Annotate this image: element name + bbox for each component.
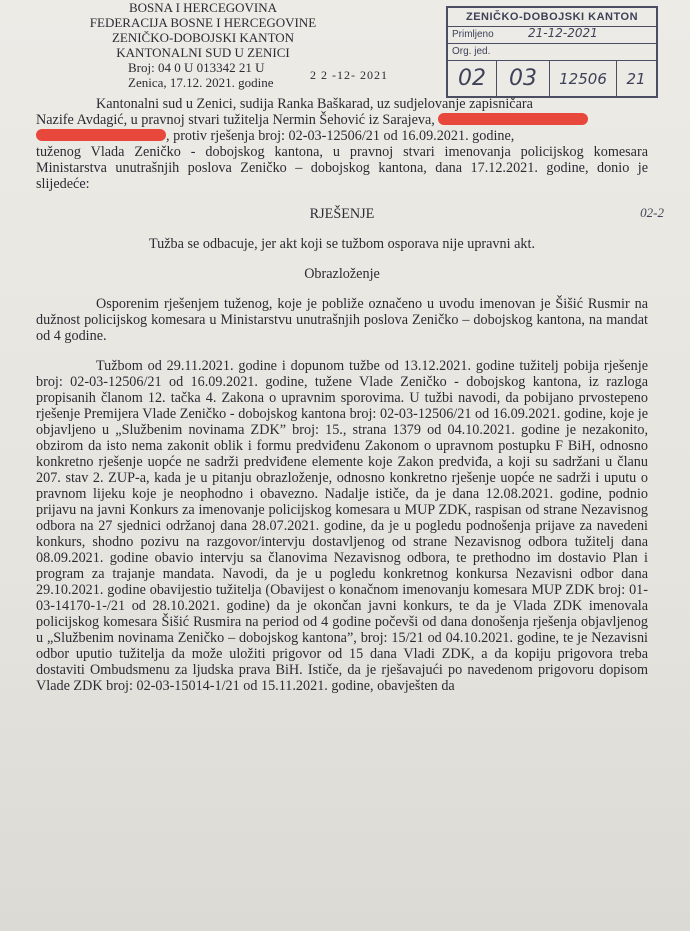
reasoning-paragraph: Osporenim rješenjem tuženog, koje je pobliže označeno u uvodu imenovan je Šišić Rusmir na dužnost policijskog komesara u Ministarstvu unutrašnjih poslova Zeničko – dobojskog kantona, na mandat od 4 godine.	[36, 296, 648, 344]
header-line: BOSNA I HERCEGOVINA	[128, 0, 278, 15]
stamp-title: ZENIČKO-DOBOJSKI KANTON	[448, 8, 656, 27]
redaction-mark	[36, 129, 166, 141]
stamp-received-label: Primljeno	[452, 29, 494, 40]
decision-heading: RJEŠENJE	[309, 206, 375, 222]
header-line: ZENIČKO-DOBOJSKI KANTON	[111, 30, 295, 45]
stamp-number	[448, 61, 656, 96]
stamp-org-row	[448, 44, 656, 61]
handwritten-margin-note: 02-2	[640, 205, 664, 220]
reasoning-heading: Obrazloženje	[304, 266, 380, 282]
stamp-received-row	[448, 27, 656, 44]
intro-text: tuženog Vlada Zeničko - dobojskog kantona, u pravnoj stvari imenovanja policijskog komesara Ministarstva unutrašnjih poslova Zeničko – dobojskog kantona, dana 17.12.2021. godine, donio je slijedeće:	[36, 144, 648, 192]
stamp-number-part: 03	[497, 61, 550, 96]
stamp-number-part: 12506	[550, 61, 617, 96]
place-date: Zenica, 17.12. 2021. godine	[128, 75, 274, 90]
document-body	[36, 96, 648, 694]
court-header	[58, 0, 348, 90]
header-line: FEDERACIJA BOSNE I HERCEGOVINE	[89, 15, 317, 30]
registry-stamp	[446, 6, 658, 98]
intro-line: , protiv rješenja broj: 02-03-12506/21 od 16.09.2021. godine,	[166, 128, 515, 144]
decision-text: Tužba se odbacuje, jer akt koji se tužbom osporava nije upravni akt.	[149, 236, 535, 252]
stamp-org-label: Org. jed.	[452, 46, 491, 57]
intro-text	[36, 128, 648, 144]
intro-text: Kantonalni sud u Zenici, sudija Ranka Baškarad, uz sudjelovanje zapisničara	[96, 96, 533, 112]
stamp-received-value: 21-12-2021	[528, 26, 598, 40]
intro-line: Nazife Avdagić, u pravnoj stvari tužitelja Nermin Šehović iz Sarajeva,	[36, 112, 435, 128]
redaction-mark	[438, 113, 588, 125]
intro-text	[36, 112, 648, 128]
reasoning-paragraph: Tužbom od 29.11.2021. godine i dopunom tužbe od 13.12.2021. godine tužitelj pobija rješenje broj: 02-03-12506/21 od 16.09.2021. godine, tužene Vlade Zeničko - dobojskog kantona, iz razloga propisanih članom 12. tačka 4. Zakona o upravnim sporovima. U tužbi navodi, da pobijano prvostepeno rješenje Premijera Vlade Zeničko - dobojskog kantona broj: 02-03-12506/21 od 16.09.2021. godine, koje je objavljeno u „Službenim novinama ZDK” broj: 15., strana 1379 od 04.10.2021. godine je nezakonito, obzirom da isto nema zakonit oblik i formu predviđenu Zakonom o upravnom postupku F BiH, odnosno konkretno rješenje uopće ne sadrži predviđene elemente koje Zakon predviđa, a koji su sadržani u članu 207. stav 2. ZUP-a, kada je u pitanju obrazloženje, odnosno konkretno rješenje uopće ne sadrži i uputu o pravnom lijeku koje je neophodno i obavezno. Nadalje ističe, da je dana 12.08.2021. godine, podnio prijavu na javni Konkurs za imenovanje policijskog komesara u MUP ZDK, raspisan od strane Nezavisnog odbora na 27 sjednici održanoj dana 28.07.2021. godine, da je u pogledu podnošenja prijave za navedeni konkurs, shodno pozivu na razgovor/intervju dostavljenog od strane Nezavisnog odbora tužitelj dana 08.09.2021. godine obavio intervju sa članovima Nezavisnog odbora, te prethodno im dostavio Plan i program za trajanje mandata. Navodi, da je u pogledu konkretnog konkursa Nezavisni odbor dana 29.10.2021. godine obavijestio tužitelja (Obavijest o konačnom imenovanju komesara MUP ZDK broj: 01-03-14170-1-/21 od 28.10.2021. godine) da je okončan javni konkurs, te da je Vlada ZDK imenovala policijskog komesara Šišić Rusmira na period od 4 godine počevši od dana donošenja rješenja objavljenog u „Službenim novinama Zeničko – dobojskog kantona”, broj: 15/21 od 04.10.2021. godine, te je Nezavisni odbor uputio tužitelja da može uložiti prigovor od 15 dana Vladi ZDK, a da kopiju prigovora treba dostaviti Ombudsmenu za ljudska prava BiH. Ističe, da je rješavajući po navedenom prigovoru dopisom Vlade ZDK broj: 02-03-15014-1/21 od 15.11.2021. godine, obavješten da	[36, 358, 648, 694]
stamp-number-part: 02	[448, 61, 497, 96]
date-stamp: 2 2 -12- 2021	[310, 68, 388, 82]
header-line: KANTONALNI SUD U ZENICI	[116, 45, 290, 60]
case-number: Broj: 04 0 U 013342 21 U	[128, 60, 265, 75]
stamp-number-part: 21	[626, 69, 646, 88]
